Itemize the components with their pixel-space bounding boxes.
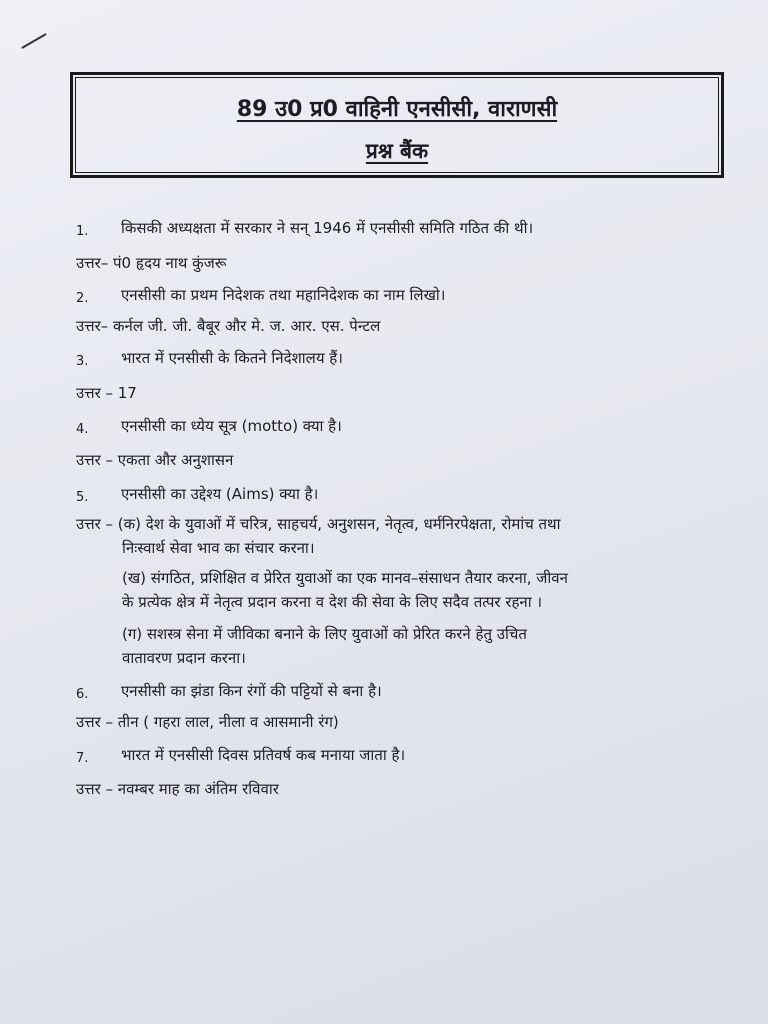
question-number: 2. xyxy=(76,291,89,306)
question-text: एनसीसी का प्रथम निदेशक तथा महानिदेशक का नाम लिखो। xyxy=(121,286,446,304)
question-number: 4. xyxy=(76,422,89,437)
question-number: 7. xyxy=(76,751,89,766)
answer-5c-line1: (ग) सशस्त्र सेना में जीविका बनाने के लिए युवाओं को प्रेरित करने हेतु उचित xyxy=(122,625,527,643)
pen-mark xyxy=(21,33,46,49)
question-text: भारत में एनसीसी दिवस प्रतिवर्ष कब मनाया जाता है। xyxy=(121,746,406,764)
question-number: 1. xyxy=(76,224,89,239)
answer-4: उत्तर – एकता और अनुशासन xyxy=(76,451,234,469)
answer-1: उत्तर– पं0 हृदय नाथ कुंजरू xyxy=(76,254,227,272)
question-text: भारत में एनसीसी के कितने निदेशालय हैं। xyxy=(121,349,343,367)
question-text: एनसीसी का ध्येय सूत्र (motto) क्या है। xyxy=(121,417,342,435)
answer-3: उत्तर – 17 xyxy=(76,384,137,402)
header-box xyxy=(70,72,724,178)
answer-2: उत्तर– कर्नल जी. जी. बैबूर और मे. ज. आर. एस. पेन्टल xyxy=(76,317,381,335)
answer-6: उत्तर – तीन ( गहरा लाल, नीला व आसमानी रंग) xyxy=(76,713,339,731)
question-number: 6. xyxy=(76,687,89,702)
question-number: 3. xyxy=(76,354,89,369)
page-title: 89 उ0 प्र0 वाहिनी एनसीसी, वाराणसी xyxy=(236,97,558,122)
question-number: 5. xyxy=(76,490,89,505)
answer-5a-line2: निःस्वार्थ सेवा भाव का संचार करना। xyxy=(122,539,315,557)
answer-5b-line2: के प्रत्येक क्षेत्र में नेतृत्व प्रदान करना व देश की सेवा के लिए सदैव तत्पर रहना । xyxy=(122,593,543,611)
page-subtitle: प्रश्न बैंक xyxy=(365,139,429,163)
answer-5a-line1: उत्तर – (क) देश के युवाओं में चरित्र, साहचर्य, अनुशसन, नेतृत्व, धर्मनिरपेक्षता, रोमांच तथा xyxy=(76,515,561,533)
question-text: किसकी अध्यक्षता में सरकार ने सन् 1946 में एनसीसी समिति गठित की थी। xyxy=(121,219,534,237)
answer-5c-line2: वातावरण प्रदान करना। xyxy=(122,649,246,667)
question-text: एनसीसी का झंडा किन रंगों की पट्टियों से बना है। xyxy=(121,682,382,700)
question-text: एनसीसी का उद्देश्य (Aims) क्या है। xyxy=(121,485,319,503)
answer-5b-line1: (ख) संगठित, प्रशिक्षित व प्रेरित युवाओं का एक मानव–संसाधन तैयार करना, जीवन xyxy=(122,569,568,587)
answer-7: उत्तर – नवम्बर माह का अंतिम रविवार xyxy=(76,780,279,798)
